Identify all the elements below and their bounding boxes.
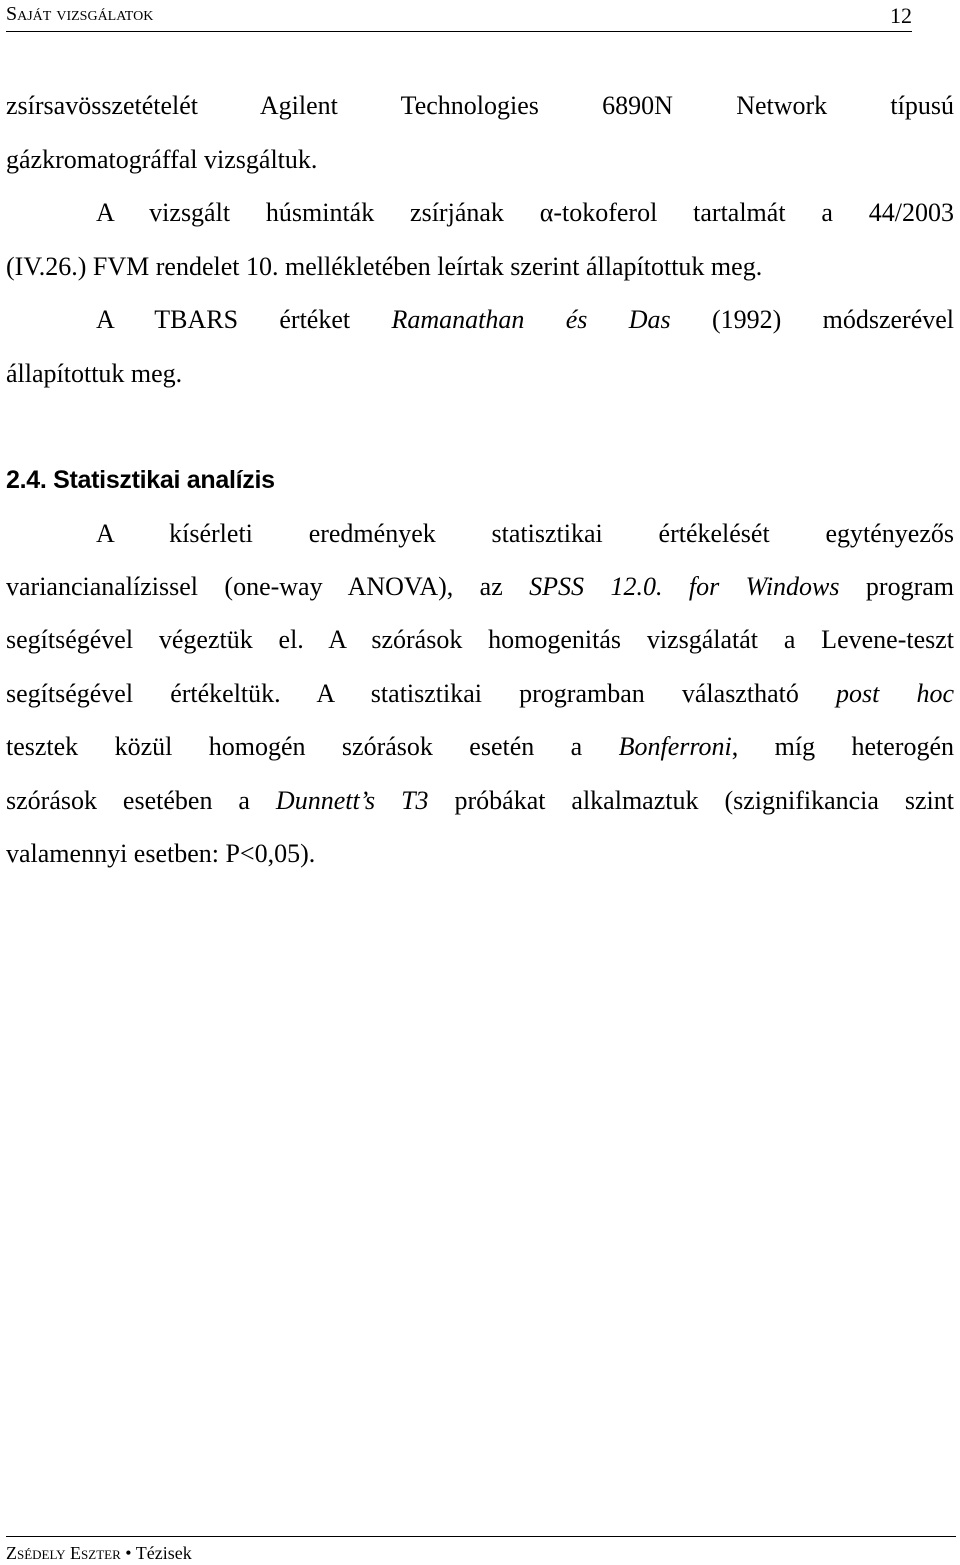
paragraph-2-line-1: A vizsgált húsminták zsírjának α-tokoferol tartalmát a 44/2003 xyxy=(96,198,954,227)
paragraph-3-line-1: A TBARS értéket Ramanathan és Das (1992) módszerével xyxy=(96,305,954,334)
paragraph-4-line-5: tesztek közül homogén szórások esetén a Bonferroni, míg heterogén xyxy=(6,732,954,761)
section-heading: 2.4. Statisztikai analízis xyxy=(6,466,275,494)
bonferroni-term: Bonferroni xyxy=(618,732,732,761)
page-header xyxy=(6,0,912,32)
footer-doc-title: Tézisek xyxy=(135,1543,192,1563)
footer-bullet: • xyxy=(125,1543,132,1563)
paragraph-4-line-1: A kísérleti eredmények statisztikai értékelését egytényezős xyxy=(96,519,954,548)
paragraph-4-line-3: segítségével végeztük el. A szórások homogenitás vizsgálatát a Levene-teszt xyxy=(6,625,954,654)
paragraph-1-line-1: zsírsavösszetételét Agilent Technologies 6890N Network típusú xyxy=(6,91,954,120)
paragraph-4-line-2: variancianalízissel (one-way ANOVA), az SPSS 12.0. for Windows program xyxy=(6,572,954,601)
running-title: Saját vizsgálatok xyxy=(6,3,154,25)
paragraph-3-line-2: állapítottuk meg. xyxy=(6,359,183,388)
footer-author: Zsédely Eszter xyxy=(6,1543,121,1563)
footer-text xyxy=(6,1543,192,1564)
author-citation: Ramanathan és Das xyxy=(391,305,671,334)
paragraph-1-line-2: gázkromatográffal vizsgáltuk. xyxy=(6,145,318,174)
software-name: SPSS 12.0. for Windows xyxy=(529,572,840,601)
page-number: 12 xyxy=(890,3,912,28)
dunnett-term: Dunnett’s T3 xyxy=(275,786,429,815)
page-footer xyxy=(6,1536,956,1565)
paragraph-4-line-4: segítségével értékeltük. A statisztikai programban választható post hoc xyxy=(6,679,954,708)
post-hoc-term: post hoc xyxy=(835,679,954,708)
paragraph-2-line-2: (IV.26.) FVM rendelet 10. mellékletében leírtak szerint állapítottuk meg. xyxy=(6,252,763,281)
paragraph-4-line-6: szórások esetében a Dunnett’s T3 próbákat alkalmaztuk (szignifikancia szint xyxy=(6,786,954,815)
paragraph-4-line-7: valamennyi esetben: P<0,05). xyxy=(6,839,316,868)
